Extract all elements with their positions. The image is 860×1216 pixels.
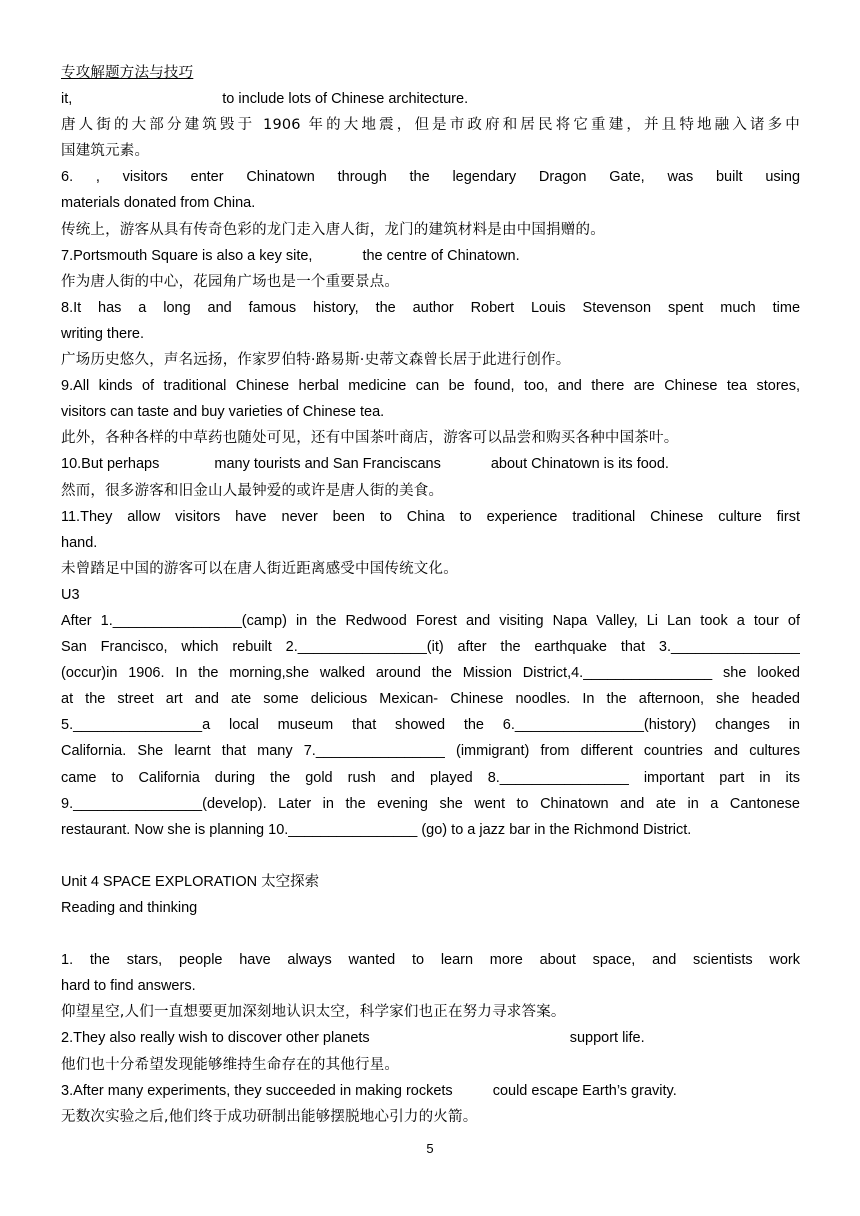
sentence-line — [61, 321, 800, 347]
header-text: 专攻解题方法与技巧 — [61, 65, 194, 81]
sentence-line — [61, 530, 800, 556]
sentence-part: hand. — [61, 534, 98, 551]
translation-line: 仰望星空,人们一直想要更加深刻地认识太空，科学家们也正在努力寻求答案。 — [61, 1004, 566, 1021]
sentence-line — [61, 399, 800, 425]
cloze-line: 9.________________(develop). Later in the evening she went to Chinatown and ate in a Cantonese — [61, 795, 800, 812]
sentence-part: 8.It has a long and famous history, — [61, 299, 359, 316]
page-number: 5 — [426, 1141, 434, 1156]
sentence-line — [61, 373, 800, 399]
sentence-line — [61, 947, 800, 973]
translation-line: 唐人街的大部分建筑毁于 1906 年的大地震，但是市政府和居民将它重建，并且特地融入诸多中 — [61, 117, 800, 134]
spacer — [61, 843, 800, 869]
cloze-line: San Francisco, which rebuilt 2.________________(it) after the earthquake that 3.________________ — [61, 639, 800, 656]
sentence-line — [61, 243, 800, 269]
sentence-part: was built using — [667, 169, 800, 186]
sentence-part: visitors can taste and buy varieties of Chinese tea. — [61, 404, 385, 421]
sentence-part: 1. — [61, 952, 74, 969]
sentence-part: about Chinatown is its food. — [490, 456, 669, 473]
sentence-part: materials donated from China. — [61, 195, 256, 212]
u3-label: U3 — [61, 586, 80, 603]
section-header — [61, 60, 800, 86]
sentence-line — [61, 451, 800, 477]
sentence-part: the author Robert Louis Stevenson — [375, 299, 652, 316]
sentence-line — [61, 504, 800, 530]
sentence-part: 6. — [61, 169, 74, 186]
document-page — [61, 60, 800, 1130]
sentence-part: 11.They allow visitors — [61, 508, 221, 525]
sentence-line — [61, 1025, 800, 1051]
sentence-line — [61, 973, 800, 999]
cloze-line: (occur)in 1906. In the morning,she walked around the Mission District,4.________________ she looked — [61, 665, 800, 682]
sentence-part: to include lots of Chinese architecture. — [222, 91, 469, 108]
unit4-subtitle: Reading and thinking — [61, 900, 198, 916]
sentence-part: the centre of Chinatown. — [362, 247, 520, 264]
spacer — [61, 921, 800, 947]
sentence-part: many tourists and San Franciscans — [214, 456, 441, 473]
sentence-line — [61, 86, 800, 112]
sentence-part: 7.Portsmouth Square is also a key site, — [61, 247, 313, 264]
cloze-line: California. She learnt that many 7.________________ (immigrant) from different countries and cultures — [61, 743, 800, 760]
sentence-line — [61, 295, 800, 321]
sentence-part: could escape Earth’s gravity. — [492, 1082, 677, 1099]
sentence-part: 2.They also really wish to discover other planets — [61, 1030, 370, 1047]
sentence-part: it, — [61, 91, 73, 108]
translation-line: 国建筑元素。 — [61, 143, 150, 160]
translation-line: 无数次实验之后,他们终于成功研制出能够摆脱地心引力的火箭。 — [61, 1108, 478, 1125]
sentence-part: hard to find answers. — [61, 978, 196, 995]
u3-last-line: restaurant. Now she is planning 10.________________ (go) to a jazz bar in the Richmond District. — [61, 821, 692, 838]
cloze-line: at the street art and ate some delicious Mexican- Chinese noodles. In the afternoon, she headed — [61, 691, 800, 708]
translation-line: 然而，很多游客和旧金山人最钟爱的或许是唐人街的美食。 — [61, 482, 444, 499]
sentence-part: writing there. — [61, 325, 145, 342]
sentence-part: 3.After many experiments, they succeeded in making rockets — [61, 1082, 453, 1099]
sentence-part: spent much time — [667, 299, 800, 316]
sentence-part: 10.But perhaps — [61, 456, 160, 473]
translation-line: 传统上，游客从具有传奇色彩的龙门走入唐人街，龙门的建筑材料是由中国捐赠的。 — [61, 221, 605, 238]
u3-cloze-passage — [61, 608, 800, 817]
sentence-part: , visitors enter Chinatown through the legendary Dragon Gate, — [95, 169, 645, 186]
unit4-title — [61, 869, 800, 895]
cloze-line: came to California during the gold rush and played 8.________________ important part in its — [61, 769, 800, 786]
sentence-line — [61, 1078, 800, 1104]
translation-line: 作为唐人街的中心，花园角广场也是一个重要景点。 — [61, 273, 400, 290]
sentence-line — [61, 164, 800, 190]
sentence-part: have never been to China to experience traditional Chinese culture first — [235, 508, 800, 525]
unit4-title-text: Unit 4 SPACE EXPLORATION 太空探索 — [61, 873, 320, 890]
translation-line: 此外，各种各样的中草药也随处可见，还有中国茶叶商店，游客可以品尝和购买各种中国茶叶。 — [61, 430, 679, 447]
space-sentences — [61, 947, 800, 1130]
translation-line: 未曾踏足中国的游客可以在唐人街近距离感受中国传统文化。 — [61, 560, 458, 577]
sentence-line — [61, 190, 800, 216]
chinatown-sentences — [61, 86, 800, 582]
sentence-part: support life. — [569, 1030, 645, 1047]
translation-line: 他们也十分希望发现能够维持生命存在的其他行星。 — [61, 1056, 400, 1073]
sentence-part: 9.All kinds of traditional Chinese herbal medicine can be found, too, and there are Chinese tea stores, — [61, 378, 800, 395]
cloze-line: After 1.________________(camp) in the Redwood Forest and visiting Napa Valley, Li Lan took a tour of — [61, 612, 800, 629]
cloze-line: 5.________________a local museum that showed the 6.________________(history) changes in — [61, 717, 800, 734]
translation-line: 广场历史悠久，声名远扬，作家罗伯特·路易斯·史蒂文森曾长居于此进行创作。 — [61, 352, 571, 369]
sentence-part: the stars, people have always wanted to learn more about space, and scientists work — [89, 952, 800, 969]
